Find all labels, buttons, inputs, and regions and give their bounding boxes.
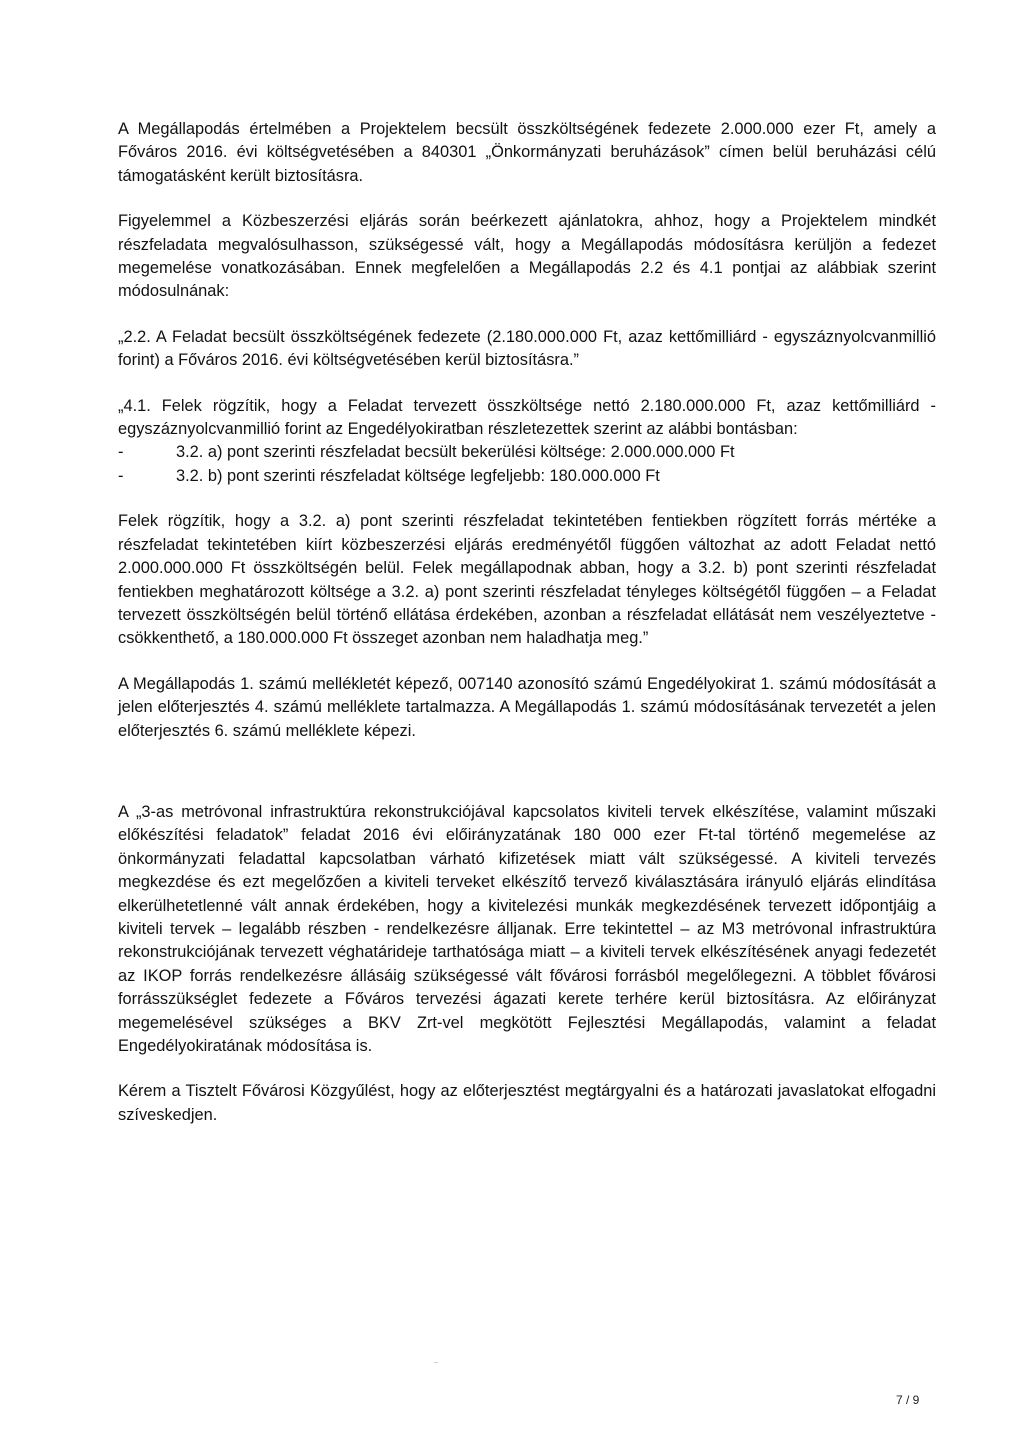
paragraph-amendment-reason: Figyelemmel a Közbeszerzési eljárás során beérkezett ajánlatokra, ahhoz, hogy a Projektelem mindkét részfeladata megvalósulhasson, szükségessé vált, hogy a Megállapodás módosításra kerüljön a fedezet megemelése vonatkozásában. Ennek megfelelően a Megállapodás 2.2 és 4.1 pontjai az alábbiak szerint módosulnának: (118, 212, 936, 301)
list-item-text: 3.2. a) pont szerinti részfeladat becsült bekerülési költsége: 2.000.000.000 Ft (176, 443, 735, 462)
list-dash: - (118, 466, 124, 485)
list-item-text: 3.2. b) pont szerinti részfeladat költsége legfeljebb: 180.000.000 Ft (176, 466, 660, 485)
paragraph-request: Kérem a Tisztelt Fővárosi Közgyűlést, hogy az előterjesztést megtárgyalni és a határozati javaslatokat elfogadni szíveskedjen. (118, 1082, 936, 1124)
document-page (118, 118, 936, 1127)
quote-point-4-1-intro: „4.1. Felek rögzítik, hogy a Feladat tervezett összköltsége nettó 2.180.000.000 Ft, azaz kettőmilliárd -egyszáznyolcvanmillió forint az Engedélyokiratban részletezettek szerint az alábbi bontásban: (118, 396, 936, 439)
cost-breakdown-list (118, 441, 936, 488)
quote-point-4-1-close: Felek rögzítik, hogy a 3.2. a) pont szerinti részfeladat tekintetében fentiekben rögzített forrás mértéke a részfeladat tekintetében kiírt közbeszerzési eljárás eredményétől függően változhat az adott Feladat nettó 2.000.000.000 Ft összköltségén belül. Felek megállapodnak abban, hogy a 3.2. b) pont szerinti részfeladat fentiekben meghatározott költsége a 3.2. a) pont szerinti részfeladat tényleges költségétől függően – a Feladat tervezett összköltségén belül történő ellátása érdekében, azonban a részfeladat ellátását nem veszélyeztetve - csökkenthető, a 180.000.000 Ft összeget azonban nem haladhatja meg.” (118, 512, 936, 648)
list-item (118, 465, 936, 488)
paragraph-metro-line-3: A „3-as metróvonal infrastruktúra rekonstrukciójával kapcsolatos kiviteli tervek elkészítése, valamint műszaki előkészítési feladatok” feladat 2016 évi előirányzatának 180 000 ezer Ft-tal történő megemelése az önkormányzati feladattal kapcsolatban várható kifizetések miatt vált szükségessé. A kiviteli tervezés megkezdése és ezt megelőzően a kiviteli terveket elkészítő tervező kiválasztására irányuló eljárás elindítása elkerülhetetlenné vált annak érdekében, hogy a kivitelezési munkák megkezdésének tervezett időpontjáig a kiviteli tervek – legalább részben - rendelkezésre álljanak. Erre tekintettel – az M3 metróvonal infrastruktúra rekonstrukciójának tervezett véghatárideje tarthatósága miatt – a kiviteli tervek elkészítésének anyagi fedezetét az IKOP forrás rendelkezésre állásáig szükségessé vált fővárosi forrásból megelőlegezni. A többlet fővárosi forrásszükséglet fedezete a Főváros tervezési ágazati kerete terhére kerül biztosításra. Az előirányzat megemelésével szükséges a BKV Zrt-vel megkötött Fejlesztési Megállapodás, valamint a feladat Engedélyokiratának módosítása is. (118, 802, 936, 1055)
quote-point-2-2: „2.2. A Feladat becsült összköltségének fedezete (2.180.000.000 Ft, azaz kettőmilliárd - egyszáznyolcvanmillió forint) a Főváros 2016. évi költségvetésében kerül biztosításra.” (118, 327, 936, 370)
paragraph-funding: A Megállapodás értelmében a Projektelem becsült összköltségének fedezete 2.000.000 ezer Ft, amely a Főváros 2016. évi költségvetésében a 840301 „Önkormányzati beruházások” címen belül beruházási célú támogatásként került biztosításra. (118, 120, 936, 185)
scan-artifact (434, 1362, 438, 1363)
list-dash: - (118, 443, 124, 462)
page-number: 7 / 9 (896, 1393, 920, 1407)
list-item (118, 441, 936, 464)
paragraph-annex-reference: A Megállapodás 1. számú mellékletét képező, 007140 azonosító számú Engedélyokirat 1. számú módosítását a jelen előterjesztés 4. számú melléklete tartalmazza. A Megállapodás 1. számú módosításának tervezetét a jelen előterjesztés 6. számú melléklete képezi. (118, 674, 936, 740)
